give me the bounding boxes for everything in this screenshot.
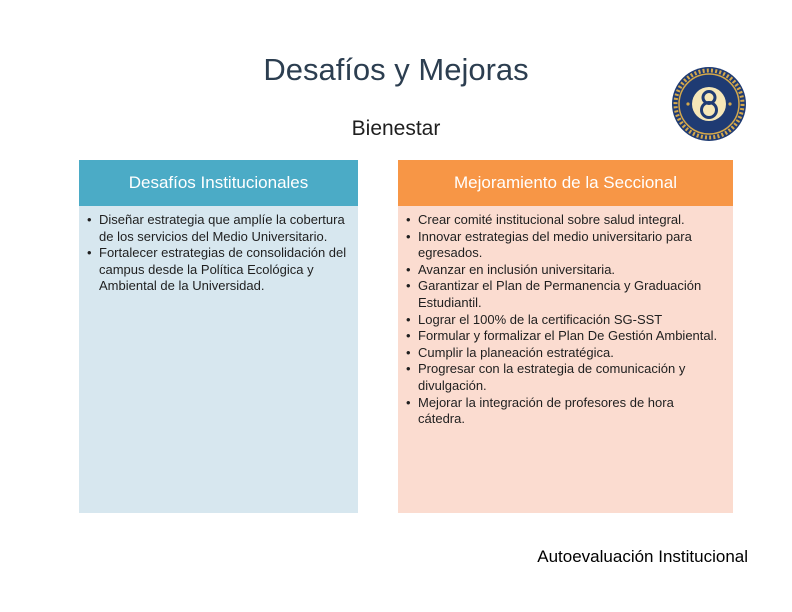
list-item: • Garantizar el Plan de Permanencia y Graduación Estudiantil.: [406, 278, 723, 311]
university-seal-icon: [671, 66, 747, 142]
list-item: • Avanzar en inclusión universitaria.: [406, 262, 723, 279]
page-title: Desafíos y Mejoras: [263, 52, 529, 87]
list-item: • Formular y formalizar el Plan De Gestión Ambiental.: [406, 328, 723, 345]
list-item: • Mejorar la integración de profesores de hora cátedra.: [406, 395, 723, 428]
challenges-body: [79, 206, 358, 513]
improvements-column: [398, 160, 733, 513]
list-item: • Fortalecer estrategias de consolidación del campus desde la Política Ecológica y Ambiental de la Universidad.: [87, 245, 348, 295]
list-item: • Cumplir la planeación estratégica.: [406, 345, 723, 362]
page-subtitle: Bienestar: [351, 117, 441, 140]
list-item: • Progresar con la estrategia de comunicación y divulgación.: [406, 361, 723, 394]
improvements-body: [398, 206, 733, 513]
improvements-header: Mejoramiento de la Seccional: [398, 160, 733, 206]
list-item: • Innovar estrategias del medio universitario para egresados.: [406, 229, 723, 262]
improvements-list: [406, 212, 723, 428]
list-item: • Crear comité institucional sobre salud integral.: [406, 212, 723, 229]
list-item: • Diseñar estrategia que amplíe la cobertura de los servicios del Medio Universitario.: [87, 212, 348, 245]
challenges-list: [87, 212, 348, 295]
list-item: • Lograr el 100% de la certificación SG-SST: [406, 312, 723, 329]
footer-label: Autoevaluación Institucional: [537, 547, 748, 566]
challenges-column: [79, 160, 358, 513]
challenges-header: Desafíos Institucionales: [79, 160, 358, 206]
